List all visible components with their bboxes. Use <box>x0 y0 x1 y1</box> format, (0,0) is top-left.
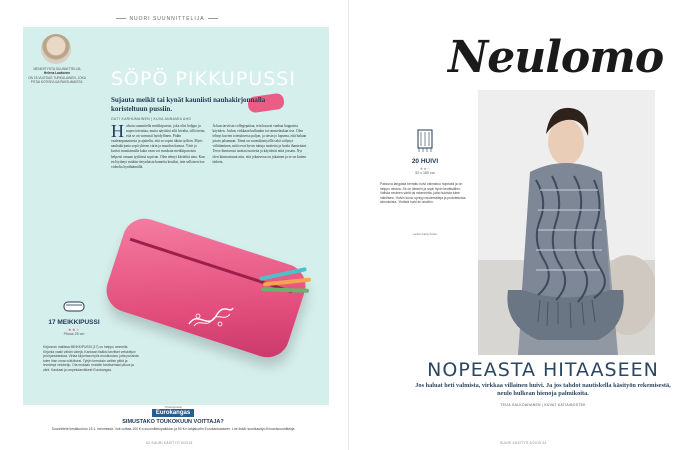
embroidery-icon <box>186 304 236 332</box>
scarf-difficulty-rating: ★★☆ <box>419 166 431 171</box>
article-headline: NOPEASTA HITAASEEN <box>427 359 659 381</box>
model-photo <box>478 90 655 355</box>
scarf-icon <box>415 128 435 154</box>
section-brand-title: Neulomo <box>448 32 664 83</box>
body-text-1: alusin suunnitella meikkipussin, joka olisi helppo ja nopea toteuttaa, mutta näyttäisi silti kivalta, sillä tiesin, että se on varmasti hyödyllinen. Pidän vaaleanpunaisesta ja ajattelin, että se sopisi tähän työhön. Myös nauhakirjonta sopii yhteen värin ja muodon kanssa. Värit ja kuviot muuttamalla kuka vaan voi muokata meikkipussista helposti omaan tyyliinsä sopivan. Olen tehnyt käsitöitä aina. Kun en löytänyt mitään tietynlaista hametta kesäksi, tein sellaisen itse videolta hyrähtämällä. <box>111 124 206 169</box>
pencil-case-info-card <box>39 297 139 372</box>
sponsor-heading: SIMUSTAKO TOUKOKUUN VOITTAJA? <box>122 419 224 425</box>
eurokangas-logo: Eurokangas <box>152 409 194 417</box>
drop-cap: H <box>111 121 124 141</box>
article-headline-lede: Jos haluat heti valmista, virkkaa villainen huivi. Ja jos tahdot nautiskella käsityön rekemisestä, neulo hulkean hienoja palmikoita. <box>415 382 671 397</box>
page-folio-left: 62 SUURI KÄSITYÖ 5/2015 <box>146 441 193 445</box>
article-credits: OUTI KARHUMAINEN | KUVA ANNAMIA AHO <box>111 117 192 121</box>
page-gutter <box>348 0 349 450</box>
page-folio-right: SUURI KÄSITYÖ 5/2015 63 <box>500 441 547 445</box>
pencils <box>259 268 311 298</box>
scarf-pattern-title: 20 HUIVI <box>411 158 439 165</box>
section-label: NUORI SUUNNITTELIJA <box>6 16 328 22</box>
article-body <box>111 121 308 170</box>
scarf-size: 52 x 180 cm <box>415 171 435 175</box>
model-with-scarf-illustration <box>478 90 655 355</box>
difficulty-rating: ★★☆ <box>67 327 81 332</box>
left-page <box>6 10 346 445</box>
designer-text <box>28 67 86 84</box>
right-page <box>350 10 696 445</box>
scarf-description: Paksuna langasta kerrattu huivi valmistuu nopeasti ja on helppo neuloa. Se on lämmin ja sopii hyvin kevätsäihin. Vaihda neuleen väriä tai rakennetta, jotta huivista tulee näköisesi. Huivin kuvio syntyy neulemalleja ja pudotetuista silmukoista. Yhdistä huivi eri asuihin. <box>380 182 466 205</box>
pattern-size: Pituus 25 cm <box>63 332 85 336</box>
pattern-description: Kirjonnan mallissa MEIKKIPUSSI (17) on helppo ommella. Kirjonta vaatii vähän värejä. Kankaan lisäksi tarvitset vetoketjun ja kirjontalankaa. Virtaa kirjontaa myös muuttuvaan, jotta pussista tulee ihan oman näköisesi. Tyhjin kerroksin valitse pitkä ja leveämpi vetoketju. Ota mukaan muistiin tarvitsemasi pituus ja värit. Kankaat ja ompelutarvikkeet Eurokangas. <box>43 345 139 372</box>
designer-name: Helena Laakonen <box>43 71 71 76</box>
body-column-2: Ja kun tarvitsin collegepaitaa, tein kuuvat vanhaa huppaista käyttäen. Joskus virkkaan hullunkin tai ommelaukun itse. Olen tehnyt kuvien totetuksessa paljon, ja tiesin jo lapsena, että haluan jotain jakamaan. Tämä on suomikäsityöllä sekä säilynyt välittäminen, mitä ovat hyvin tuttuja tuotteita ja luoda ihanteitani. Terve ihmisensä tuottaa tuotteita ja käyttävät niitä jossain. Nyt olen kiinnostunut niin, että jokaisessa on jokainen ja se on kuiten tärkein. <box>212 124 307 164</box>
right-article-credits: TEIJA SALKOAHANEN | KUVAT KATIA/BOSTEK <box>500 403 586 407</box>
sponsor-text: Suunnittele kesäkuuhun 15.1. mennessä. Voit voittaa 100 €:n suunnittelupalkkion ja 50 €:n lahjakortin Eurokankaaseen. Lue lisää: suurikasityo.fi/nuorisuunnittelija <box>51 427 295 431</box>
designer-role: MENESTYSTÄ SUUNNITTELIJA <box>33 67 81 71</box>
article-lede: Sujauta meikit tai kynät kauniisti nauhakirjonnalla koristeltuun pussiin. <box>111 96 266 113</box>
designer-avatar <box>41 34 71 64</box>
designer-bio: ON 15-VUOTIAS TURKULAINEN, JOKA PITÄÄ KOTISIVUJA PAKSUMAISTA. <box>28 75 86 84</box>
pattern-title: 17 MEIKKIPUSSI <box>48 319 100 326</box>
scarf-yarn-credit: Lanka Katia Xeber <box>412 232 438 236</box>
body-column-1 <box>111 121 207 170</box>
pencil-case-icon <box>62 297 86 315</box>
article-title: SÖPÖ PIKKUPUSSI <box>111 68 296 90</box>
pencil-case-photo <box>101 220 315 350</box>
sponsor-caption: Yhteistyössä <box>164 405 182 409</box>
